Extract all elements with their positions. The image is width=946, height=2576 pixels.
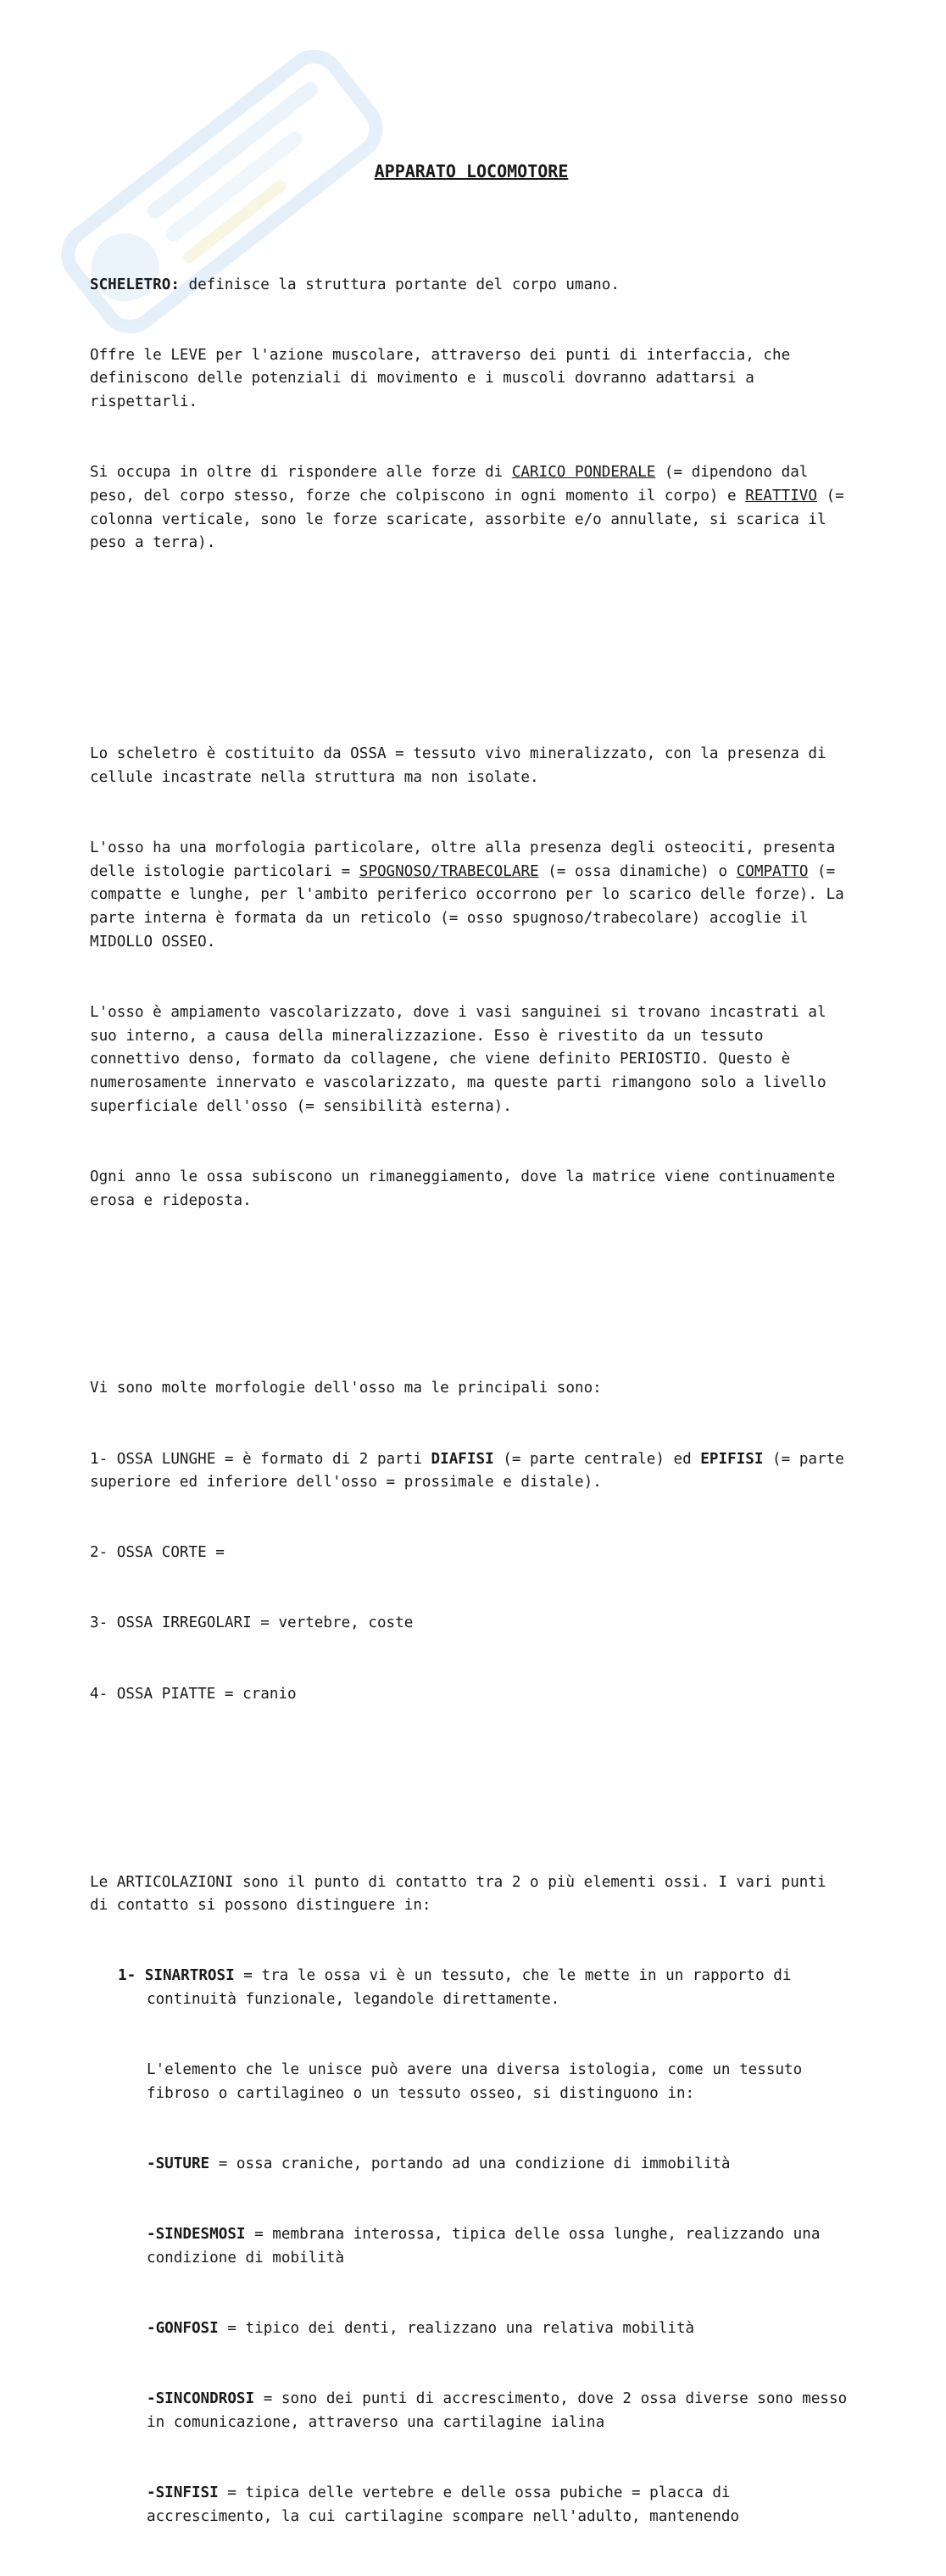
- gonfosi-item: -GONFOSI = tipico dei denti, realizzano una relativa mobilità: [147, 2319, 695, 2337]
- document-body: [90, 110, 856, 2576]
- compatto-term: COMPATTO: [736, 862, 809, 880]
- suture-term: -SUTURE: [147, 2155, 210, 2172]
- vascolarizzazione-paragraph: L'osso è ampiamento vascolarizzato, dove i vasi sanguinei si trovano incastrati al suo interno, a causa della mineralizzazione. Esso è rivestito da un tessuto connettivo denso, formato da collagene, che viene definito PERIOSTIO. Questo è numerosamente innervato e vascolarizzato, ma queste parti rimangono solo a livello superficiale dell'osso (= sensibilità esterna).: [90, 1003, 836, 1115]
- sinfisi-term: -SINFISI: [147, 2484, 219, 2501]
- reattivo-term: REATTIVO: [745, 487, 817, 505]
- page-title: APPARATO LOCOMOTORE: [374, 161, 569, 182]
- spacer: [90, 626, 853, 672]
- ossa-paragraph: Lo scheletro è costituito da OSSA = tessuto vivo mineralizzato, con la presenza di cellule incastrate nella struttura ma non isolate.: [90, 745, 836, 786]
- carico-ponderale-term: CARICO PONDERALE: [511, 464, 656, 482]
- diafisi-term: DIAFISI: [431, 1450, 494, 1468]
- sindesmosi-item: -SINDESMOSI = membrana interossa, tipica delle ossa lunghe, realizzando una condizione di mobilità: [147, 2226, 830, 2267]
- sincondrosi-term: -SINCONDROSI: [147, 2389, 255, 2407]
- morfologie-item-4: 4- OSSA PIATTE = cranio: [90, 1685, 297, 1703]
- morfologie-intro: Vi sono molte morfologie dell'osso ma le principali sono:: [90, 1380, 602, 1397]
- spacer: [90, 1776, 853, 1800]
- morfologie-item-2: 2- OSSA CORTE =: [90, 1544, 225, 1562]
- scheletro-term: SCHELETRO:: [90, 276, 180, 293]
- rimaneggiamento-paragraph: Ogni anno le ossa subiscono un rimaneggiamento, dove la matrice viene continuamente erosa e rideposta.: [90, 1168, 844, 1209]
- sincondrosi-item: -SINCONDROSI = sono dei punti di accrescimento, dove 2 ossa diverse sono messo in comunicazione, attraverso una cartilagine ialina: [147, 2389, 856, 2431]
- leve-paragraph: Offre le LEVE per l'azione muscolare, attraverso dei punti di interfaccia, che definiscono delle potenziali di movimento e i muscoli dovranno adattarsi a rispettarli.: [90, 346, 799, 411]
- sinartrosi-item: 1- SINARTROSI = tra le ossa vi è un tessuto, che le mette in un rapporto di continuità funzionale, legandole direttamente.: [118, 1967, 801, 2009]
- scheletro-paragraph: SCHELETRO: definisce la struttura portante del corpo umano.: [90, 276, 620, 293]
- sindesmosi-term: -SINDESMOSI: [147, 2226, 246, 2244]
- suture-item: -SUTURE = ossa craniche, portando ad una condizione di immobilità: [147, 2155, 731, 2172]
- list-number: 1-: [118, 1967, 145, 1985]
- epifisi-term: EPIFISI: [700, 1450, 764, 1468]
- spacer: [90, 1283, 853, 1307]
- gonfosi-term: -GONFOSI: [147, 2319, 219, 2337]
- sinfisi-item: -SINFISI = tipica delle vertebre e delle ossa pubiche = placca di accrescimento, la cui cartilagine scompare nell'adulto, mantenendo: [147, 2484, 740, 2525]
- morfologie-item-1: 1- OSSA LUNGHE = è formato di 2 parti DIAFISI (= parte centrale) ed EPIFISI (= parte superiore ed inferiore dell'osso = prossimale e distale).: [90, 1450, 854, 1492]
- sinartrosi-term: SINARTROSI: [144, 1967, 235, 1985]
- forze-paragraph: Si occupa in oltre di rispondere alle forze di CARICO PONDERALE (= dipendono dal peso, del corpo stesso, forze che colpiscono in ogni momento il corpo) e REATTIVO (= colonna verticale, sono le forze scaricate, assorbite e/o annullate, si scarica il peso a terra).: [90, 464, 854, 552]
- morfologie-item-3: 3- OSSA IRREGOLARI = vertebre, coste: [90, 1614, 414, 1632]
- articolazioni-intro: Le ARTICOLAZIONI sono il punto di contatto tra 2 o più elementi ossi. I vari punti di contatto si possono distinguere in:: [90, 1873, 836, 1915]
- elemento-paragraph: L'elemento che le unisce può avere una diversa istologia, come un tessuto fibroso o cartilagineo o un tessuto osseo, si distinguono in:: [147, 2061, 811, 2102]
- morfologia-paragraph: L'osso ha una morfologia particolare, oltre alla presenza degli osteociti, presenta delle istologie particolari = SPOGNOSO/TRABECOLARE (= ossa dinamiche) o COMPATTO (= compatte e lunghe, per l'ambito periferico occorrono per lo scarico delle forze). La parte interna è formata da un reticolo (= osso spugnoso/trabecolare) accoglie il MIDOLLO OSSEO.: [90, 839, 854, 951]
- spugnoso-term: SPOGNOSO/TRABECOLARE: [359, 862, 539, 880]
